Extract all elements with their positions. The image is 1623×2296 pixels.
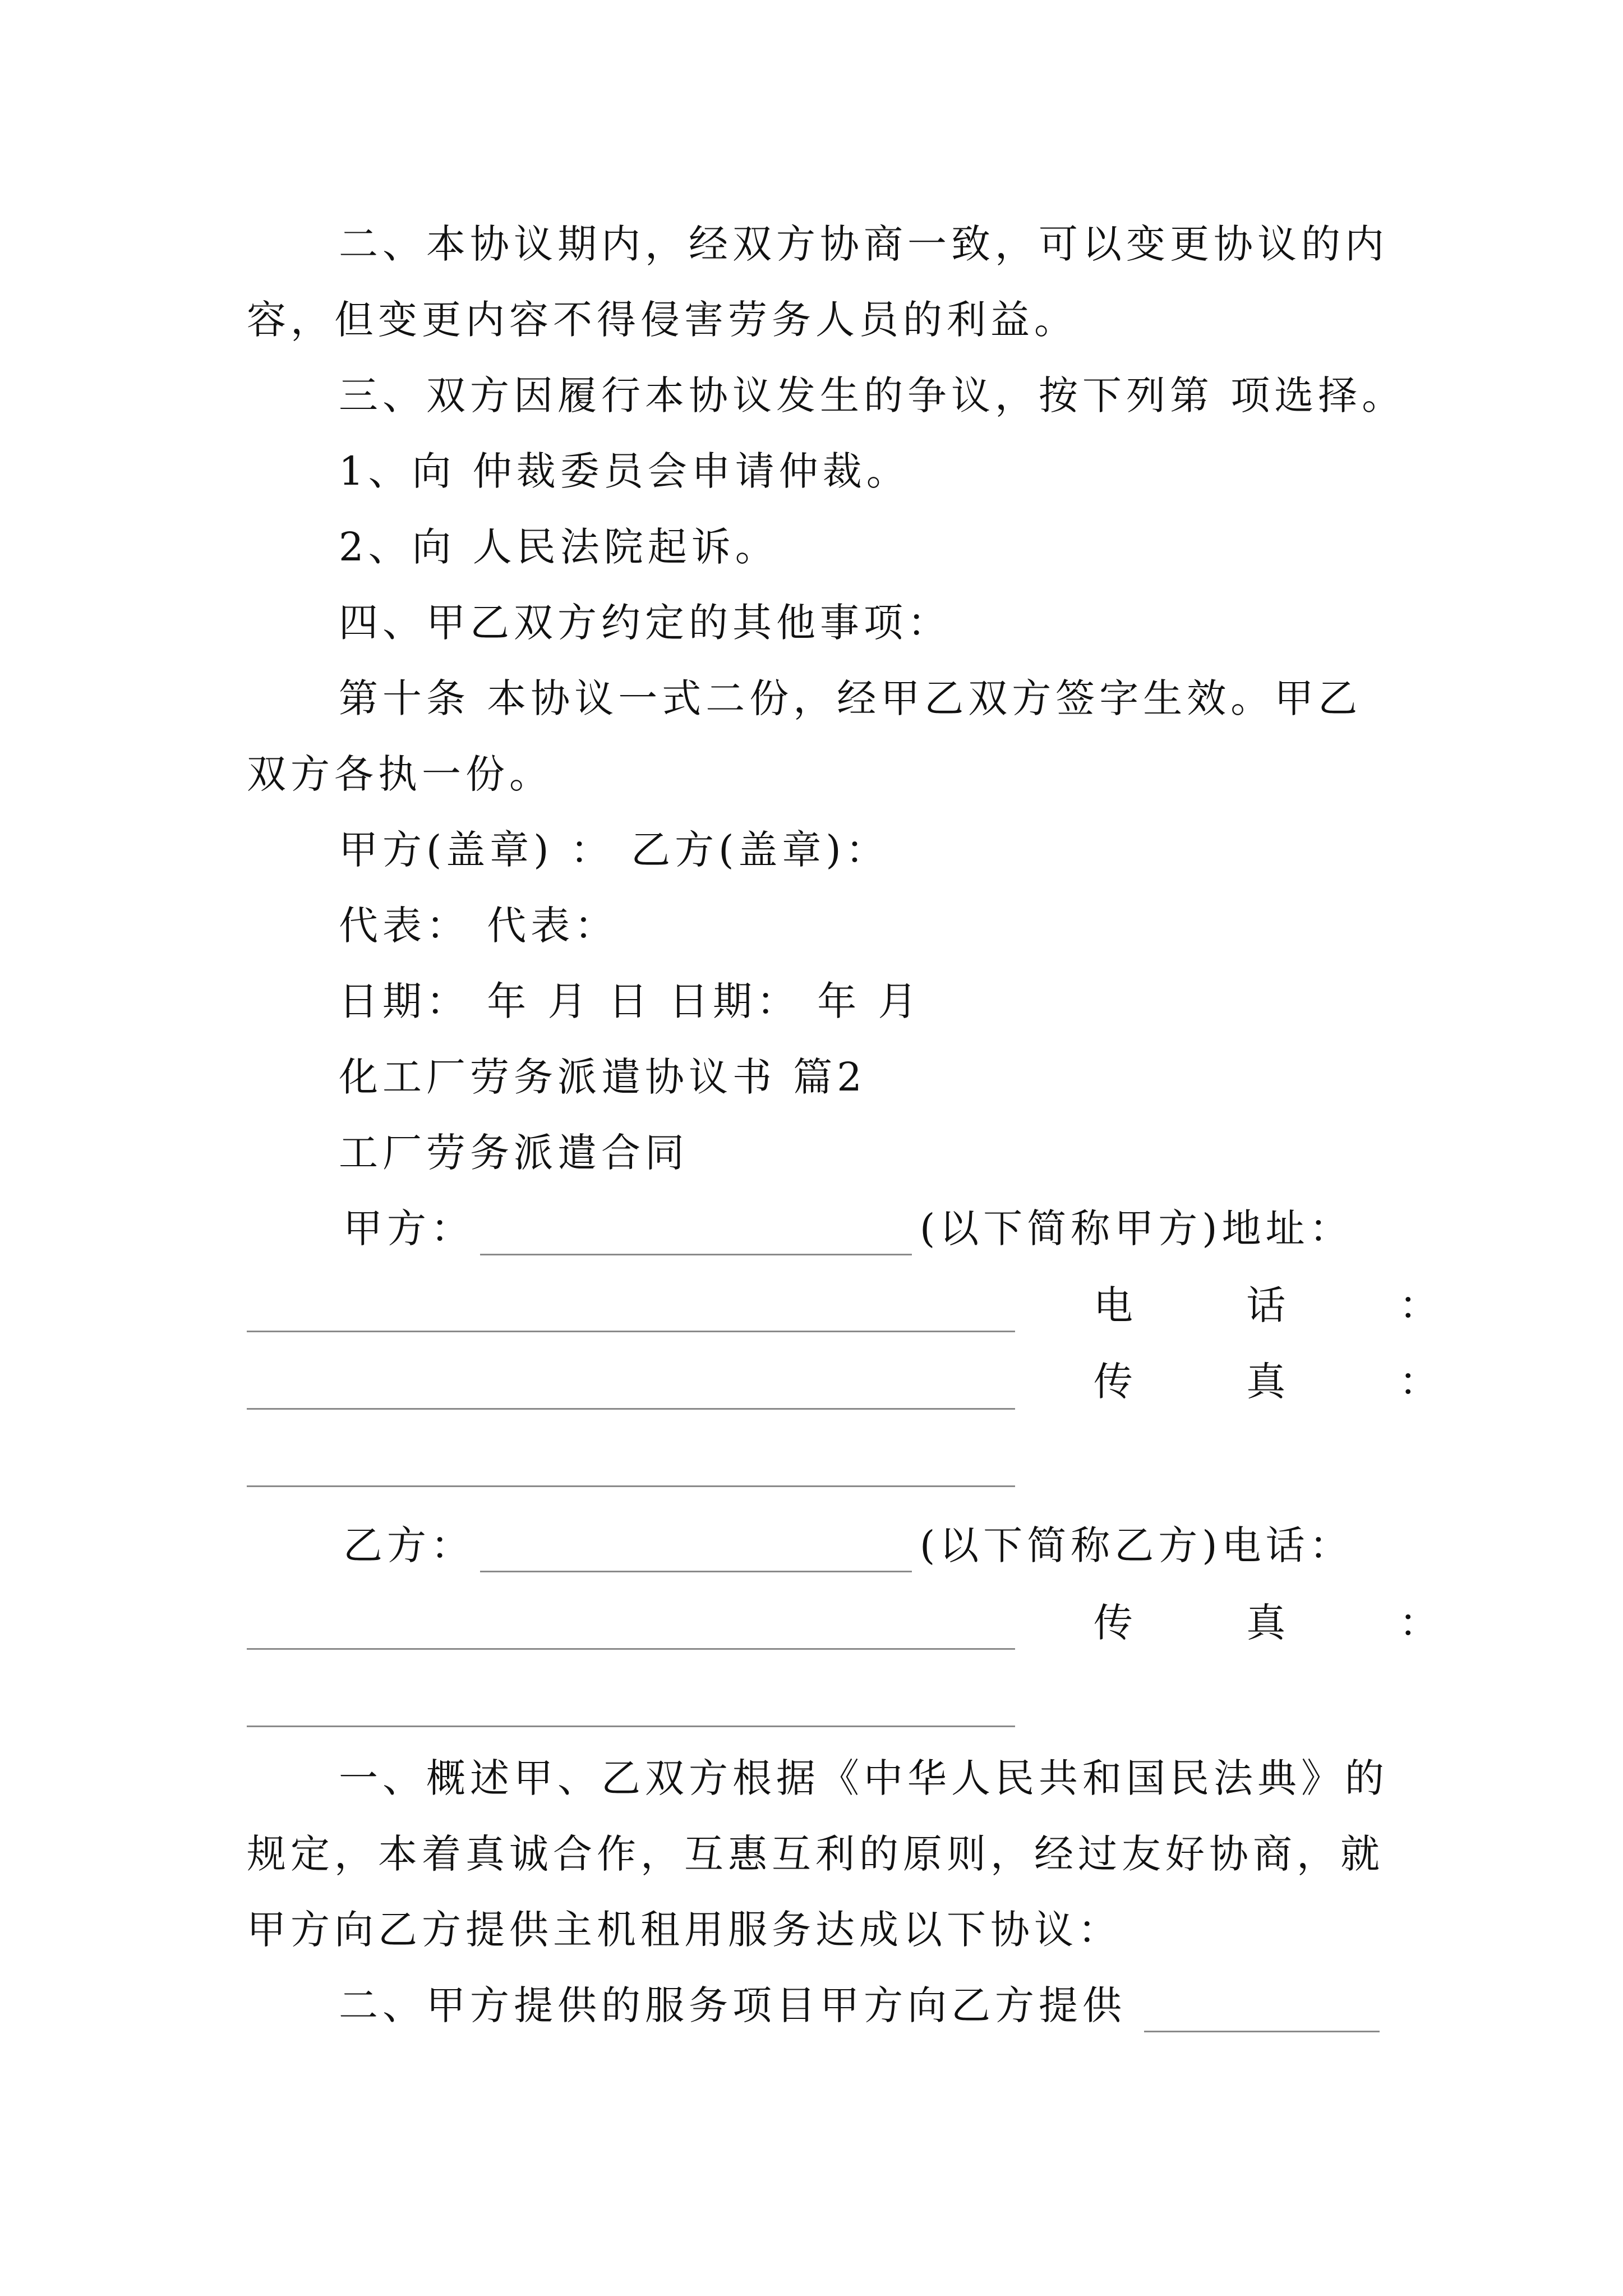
party-a-phone-label: 电 话 ：: [1094, 1282, 1489, 1328]
party-a-phone-field: [247, 1408, 1015, 1410]
service-item-field: [1144, 2031, 1380, 2032]
party-a-name-field: [480, 1254, 912, 1255]
date-line: 日期： 年 月 日 日期： 年 月: [339, 978, 922, 1024]
party-a-fax-label: 传 真 ：: [1094, 1359, 1489, 1405]
paragraph-line: 第十条 本协议一式二份，经甲乙双方签字生效。甲乙: [339, 675, 1362, 721]
paragraph-line: 甲方向乙方提供主机租用服务达成以下协议：: [247, 1907, 1122, 1953]
party-a-suffix: (以下简称甲方)地址：: [920, 1205, 1353, 1251]
paragraph-line: 三、双方因履行本协议发生的争议，按下列第 项选择。: [339, 372, 1406, 418]
paragraph-line: 1、向 仲裁委员会申请仲裁。: [339, 448, 910, 494]
party-b-suffix: (以下简称乙方)电话：: [920, 1522, 1353, 1568]
party-a-label: 甲方：: [343, 1205, 474, 1251]
paragraph-line: 一、概述甲、乙双方根据《中华人民共和国民法典》的: [339, 1755, 1389, 1801]
party-b-name-field: [480, 1571, 912, 1572]
signature-line: 甲方(盖章) ： 乙方(盖章)：: [339, 827, 889, 873]
party-a-address-field: [247, 1331, 1015, 1332]
section-title: 化工厂劳务派遣协议书 篇2: [339, 1054, 866, 1100]
paragraph-line: 双方各执一份。: [247, 751, 553, 797]
party-b-label: 乙方：: [343, 1522, 474, 1568]
paragraph-line: 容，但变更内容不得侵害劳务人员的利益。: [247, 297, 1078, 343]
paragraph-line: 四、甲乙双方约定的其他事项：: [339, 600, 951, 646]
party-a-fax-field: [247, 1485, 1015, 1487]
party-b-fax-field: [247, 1726, 1015, 1727]
contract-title: 工厂劳务派遣合同: [339, 1130, 689, 1176]
representative-line: 代表： 代表：: [339, 903, 619, 949]
paragraph-line: 2、向 人民法院起诉。: [339, 524, 779, 570]
party-b-phone-field: [247, 1648, 1015, 1650]
paragraph-line: 二、本协议期内，经双方协商一致，可以变更协议的内: [339, 221, 1389, 267]
paragraph-line: 规定，本着真诚合作，互惠互利的原则，经过友好协商，就: [247, 1831, 1384, 1877]
paragraph-line: 二、甲方提供的服务项目甲方向乙方提供: [339, 1982, 1126, 2028]
party-b-fax-label: 传 真 ：: [1094, 1600, 1489, 1646]
